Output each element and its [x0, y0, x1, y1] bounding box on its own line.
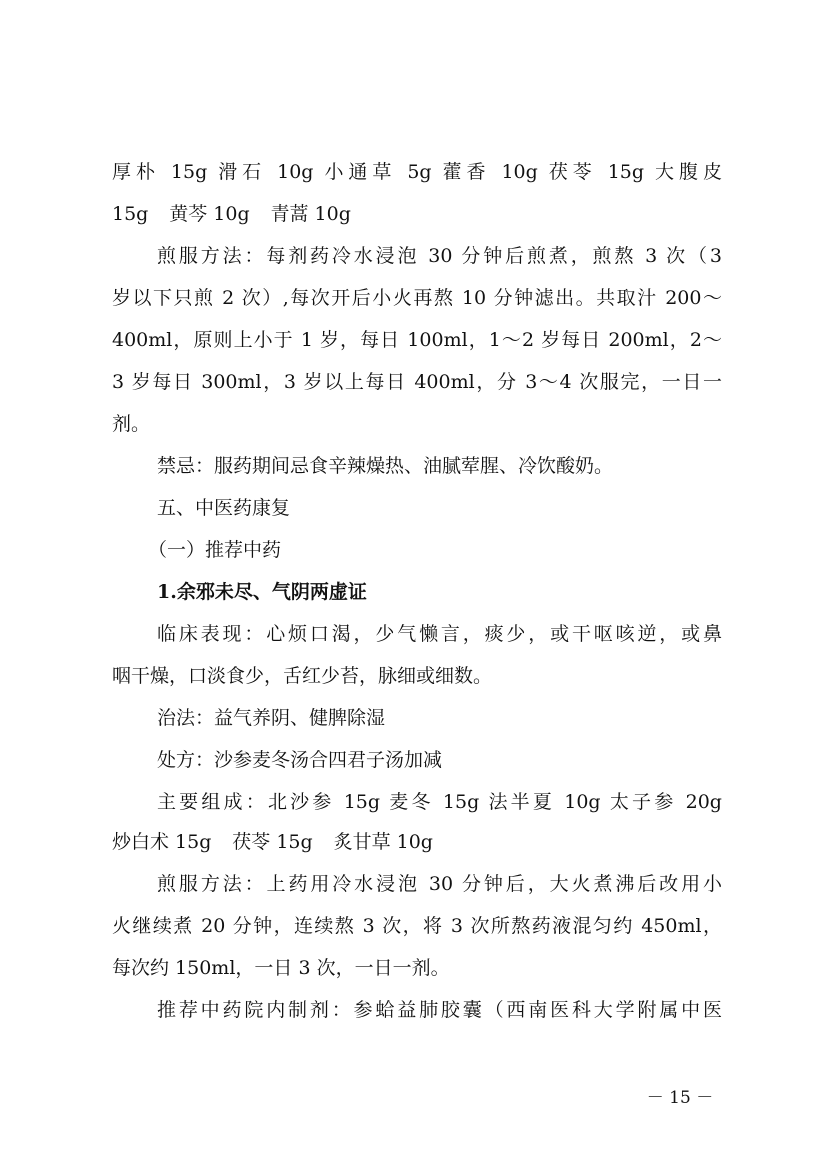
herb-item: 大腹皮: [655, 161, 722, 183]
composition-line-2: [112, 830, 722, 854]
herb-item: 炙甘草 10g: [333, 831, 433, 853]
herb-list-line-2: [112, 202, 722, 226]
decoction-text: 每次约 150ml，一日 3 次，一日一剂。: [112, 957, 450, 979]
composition-label: 主要组成：: [157, 791, 268, 813]
decoction-text: 煎服方法：每剂药冷水浸泡 30 分钟后煎煮，煎熬 3 次（3: [157, 245, 722, 267]
decoction-text: 火继续煮 20 分钟，连续熬 3 次，将 3 次所熬药液混匀约 450ml，: [112, 915, 722, 937]
composition-line-1: [157, 790, 722, 814]
decoction-text: 岁以下只煎 2 次）,每次开后小火再熬 10 分钟滤出。共取汁 200～: [112, 287, 722, 309]
subsection-title: （一）推荐中药: [148, 539, 282, 561]
page-number: － 15 －: [646, 1088, 714, 1108]
herb-item: 滑石 10g: [218, 161, 314, 183]
clinical-text: 临床表现：心烦口渴，少气懒言，痰少，或干呕咳逆，或鼻: [157, 623, 722, 645]
herb-item: 厚朴 15g: [112, 161, 208, 183]
contraindication-text: 禁忌：服药期间忌食辛辣燥热、油腻荤腥、冷饮酸奶。: [157, 455, 614, 477]
syndrome-title: 1.余邪未尽、气阴两虚证: [157, 581, 367, 603]
herb-item: 炒白术 15g: [112, 831, 212, 853]
clinical-text: 咽干燥，口淡食少，舌红少苔，脉细或细数。: [112, 665, 493, 687]
prescription-text: 处方：沙参麦冬汤合四君子汤加减: [157, 749, 443, 771]
herb-item: 麦冬 15g: [389, 791, 480, 813]
decoction-text: 剂。: [112, 413, 151, 435]
herb-item: 太子参 20g: [609, 791, 722, 813]
decoction-text: 3 岁每日 300ml，3 岁以上每日 400ml，分 3～4 次服完，一日一: [112, 371, 722, 393]
section-title: 五、中医药康复: [157, 497, 291, 519]
herb-item: 藿香 10g: [442, 161, 538, 183]
herb-item: 茯苓 15g: [232, 831, 313, 853]
herb-item: 茯苓 15g: [548, 161, 645, 183]
herb-item: 小通草 5g: [324, 161, 432, 183]
herb-item: 青蒿 10g: [270, 203, 351, 225]
treatment-text: 治法：益气养阴、健脾除湿: [157, 707, 386, 729]
herb-item: 北沙参 15g: [267, 791, 381, 813]
decoction-text: 煎服方法：上药用冷水浸泡 30 分钟后，大火煮沸后改用小: [157, 873, 722, 895]
herb-item: 15g: [112, 203, 149, 225]
decoction-text: 400ml，原则上小于 1 岁，每日 100ml，1～2 岁每日 200ml，2～: [112, 329, 722, 351]
herb-item: 黄芩 10g: [169, 203, 250, 225]
herb-list-line-1: [112, 160, 722, 184]
recommended-preparation-text: 推荐中药院内制剂：参蛤益肺胶囊（西南医科大学附属中医: [157, 999, 722, 1021]
herb-item: 法半夏 10g: [488, 791, 601, 813]
